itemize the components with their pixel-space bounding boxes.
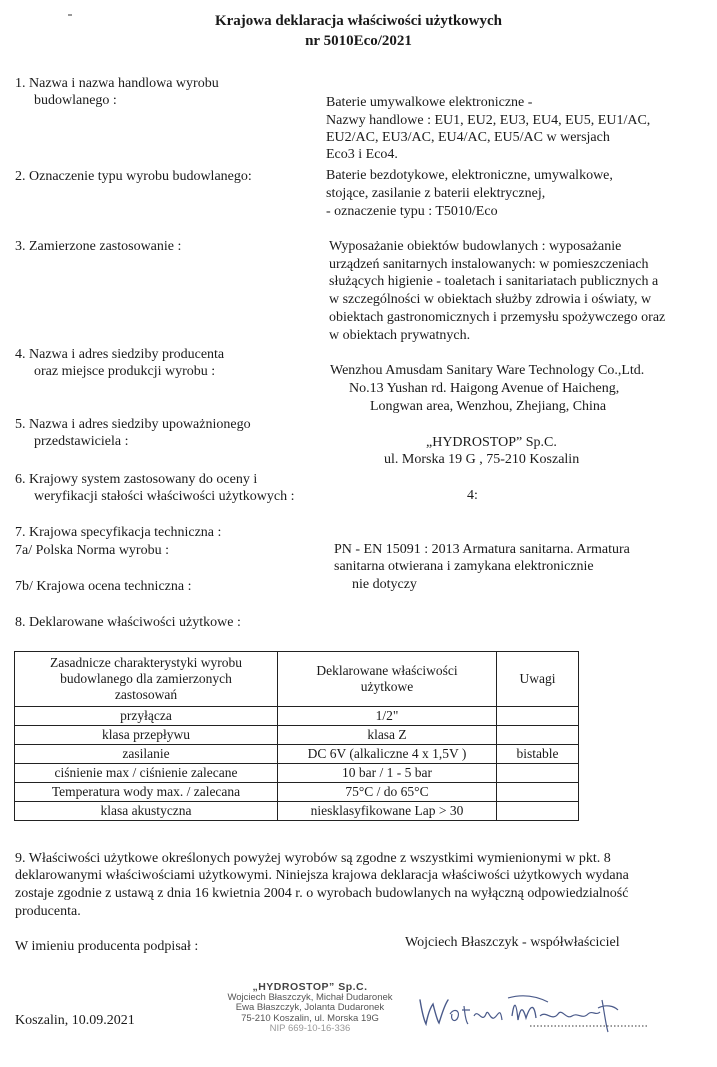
table-row	[15, 764, 579, 783]
section-5-label: 5. Nazwa i adres siedziby upoważnionego	[15, 417, 251, 432]
table-cell-characteristic: klasa przepływu	[15, 726, 278, 745]
section-4-label: 4. Nazwa i adres siedziby producenta	[15, 347, 225, 362]
table-cell-characteristic: zasilanie	[15, 745, 278, 764]
section-2-value: Baterie bezdotykowe, elektroniczne, umywalkowe,	[326, 168, 613, 183]
table-row	[15, 745, 579, 764]
table-cell-value: niesklasyfikowane Lap > 30	[278, 802, 497, 821]
section-7b-value: nie dotyczy	[352, 577, 417, 592]
table-header-declared	[278, 652, 497, 707]
section-1-label-cont: budowlanego :	[34, 93, 117, 108]
section-3-value: obiektach gastronomicznych i przemysłu spożywczego oraz	[329, 310, 666, 325]
table-cell-value: 75°C / do 65°C	[278, 783, 497, 802]
section-3-value: służących higienie - toaletach i sanitariatach publicznych a	[329, 274, 659, 289]
table-cell-value: 1/2"	[278, 707, 497, 726]
header-text: użytkowe	[360, 679, 414, 694]
section-3-label: 3. Zamierzone zastosowanie :	[15, 239, 182, 254]
section-1-value: Eco3 i Eco4.	[326, 147, 398, 162]
table-row	[15, 783, 579, 802]
section-7b-label: 7b/ Krajowa ocena techniczna :	[15, 579, 192, 594]
table-header-row	[15, 652, 579, 707]
section-3-value: w obiektach prywatnych.	[329, 328, 471, 343]
section-7-label: 7. Krajowa specyfikacja techniczna :	[15, 525, 222, 540]
properties-table	[14, 651, 579, 821]
section-2-value: stojące, zasilanie z baterii elektrycznej,	[326, 186, 546, 201]
stamp-line: Ewa Błaszczyk, Jolanta Dudaronek	[235, 1002, 385, 1013]
document-title: Krajowa deklaracja właściwości użytkowych	[214, 13, 503, 29]
table-cell-note	[497, 764, 579, 783]
section-3-value: w szczególności w obiektach służby zdrowia i oświaty, w	[329, 292, 652, 307]
section-1-value: Baterie umywalkowe elektroniczne -	[326, 95, 533, 110]
section-1-label: 1. Nazwa i nazwa handlowa wyrobu	[15, 76, 219, 91]
table-cell-note	[497, 707, 579, 726]
table-header-notes: Uwagi	[497, 652, 579, 707]
section-7a-label: 7a/ Polska Norma wyrobu :	[15, 543, 169, 558]
section-6-label-cont: weryfikacji stałości właściwości użytkowych :	[34, 489, 295, 504]
table-cell-note	[497, 726, 579, 745]
header-text: budowlanego dla zamierzonych	[60, 671, 232, 686]
section-3-value: urządzeń sanitarnych instalowanych: w pomieszczeniach	[329, 257, 649, 272]
table-cell-characteristic: klasa akustyczna	[15, 802, 278, 821]
section-9-text: deklarowanymi właściwościami użytkowymi. Niniejsza krajowa deklaracja właściwości użytkowych wydana	[15, 868, 629, 883]
handwritten-signature	[412, 990, 662, 1036]
section-2-label: 2. Oznaczenie typu wyrobu budowlanego:	[15, 169, 252, 184]
section-9-text: zostaje zgodnie z ustawą z dnia 16 kwietnia 2004 r. o wyrobach budowlanych na wyłączną odpowiedzialność	[15, 886, 629, 901]
section-6-label: 6. Krajowy system zastosowany do oceny i	[15, 472, 258, 487]
table-cell-value: 10 bar / 1 - 5 bar	[278, 764, 497, 783]
table-cell-note: bistable	[497, 745, 579, 764]
document-number: nr 5010Eco/2021	[305, 33, 412, 49]
section-2-value: - oznaczenie typu : T5010/Eco	[326, 204, 498, 219]
table-row	[15, 707, 579, 726]
header-text: zastosowań	[114, 687, 178, 702]
section-4-value: No.13 Yushan rd. Haigong Avenue of Haicheng,	[349, 381, 620, 396]
section-5-value: „HYDROSTOP” Sp.C.	[426, 435, 557, 450]
section-4-value: Longwan area, Wenzhou, Zhejiang, China	[370, 399, 607, 414]
table-row	[15, 802, 579, 821]
table-cell-characteristic: przyłącza	[15, 707, 278, 726]
place-and-date: Koszalin, 10.09.2021	[15, 1013, 135, 1028]
section-9-text: producenta.	[15, 904, 81, 919]
stamp-brand: „HYDROSTOP” Sp.C.	[252, 981, 368, 993]
table-cell-value: klasa Z	[278, 726, 497, 745]
section-9-text: 9. Właściwości użytkowe określonych powyżej wyrobów są zgodne z wszystkimi wymienionymi w pkt. 8	[15, 851, 611, 866]
table-cell-note	[497, 802, 579, 821]
table-cell-note	[497, 783, 579, 802]
stamp-line: NIP 669-10-16-336	[269, 1023, 351, 1034]
section-7a-value: PN - EN 15091 : 2013 Armatura sanitarna. Armatura	[334, 542, 630, 557]
header-text: Zasadnicze charakterystyki wyrobu	[50, 655, 242, 670]
signer-name: Wojciech Błaszczyk - współwłaściciel	[405, 935, 620, 950]
section-5-value: ul. Morska 19 G , 75-210 Koszalin	[384, 452, 580, 467]
section-7a-value: sanitarna otwierana i zamykana elektronicznie	[334, 559, 594, 574]
section-4-label-cont: oraz miejsce produkcji wyrobu :	[34, 364, 216, 379]
table-header-characteristics	[15, 652, 278, 707]
section-1-value: Nazwy handlowe : EU1, EU2, EU3, EU4, EU5, EU1/AC,	[326, 113, 651, 128]
company-stamp	[222, 982, 398, 1035]
stamp-line: Wojciech Błaszczyk, Michał Dudaronek	[227, 991, 393, 1003]
table-cell-characteristic: Temperatura wody max. / zalecana	[15, 783, 278, 802]
section-5-label-cont: przedstawiciela :	[34, 434, 129, 449]
signed-by-label: W imieniu producenta podpisał :	[15, 939, 199, 954]
table-cell-value: DC 6V (alkaliczne 4 x 1,5V )	[278, 745, 497, 764]
stamp-line: 75-210 Koszalin, ul. Morska 19G	[241, 1012, 379, 1024]
section-6-value: 4:	[467, 488, 478, 503]
section-3-value: Wyposażanie obiektów budowlanych : wyposażanie	[329, 239, 622, 254]
section-4-value: Wenzhou Amusdam Sanitary Ware Technology Co.,Ltd.	[330, 363, 645, 378]
section-8-label: 8. Deklarowane właściwości użytkowe :	[15, 615, 241, 630]
table-row	[15, 726, 579, 745]
table-cell-characteristic: ciśnienie max / ciśnienie zalecane	[15, 764, 278, 783]
section-1-value: EU2/AC, EU3/AC, EU4/AC, EU5/AC w wersjach	[326, 130, 610, 145]
header-text: Deklarowane właściwości	[316, 663, 458, 678]
